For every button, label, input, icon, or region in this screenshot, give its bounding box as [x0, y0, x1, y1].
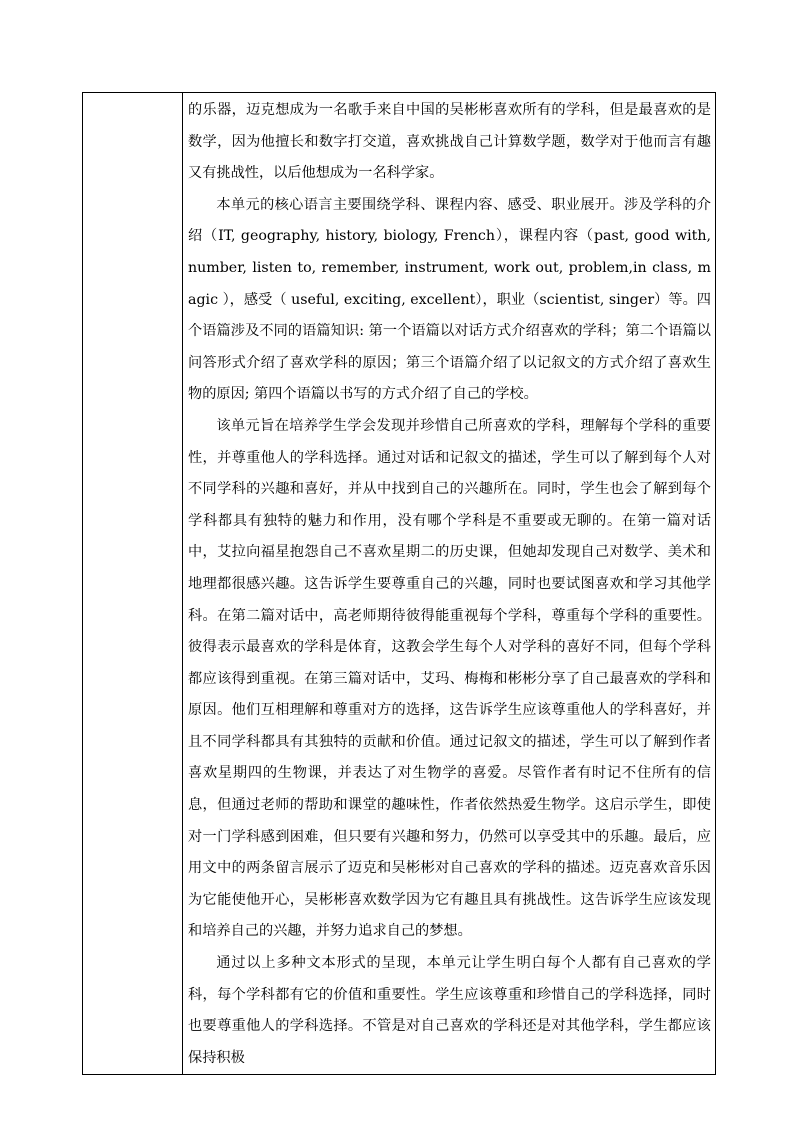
text-content [183, 93, 715, 1074]
paragraph-unit-goals: 该单元旨在培养学生学会发现并珍惜自己所喜欢的学科，理解每个学科的重要性，并尊重他人的学科选择。通过对话和记叙文的描述，学生可以了解到每个人对不同学科的兴趣和喜好，并从中找到自己的兴趣所在。同时，学生也会了解到每个学科都具有独特的魅力和作用，没有哪个学科是不重要或无聊的。在第一篇对话中，艾拉向福星抱怨自己不喜欢星期二的历史课，但她却发现自己对数学、美术和地理都很感兴趣。这告诉学生要尊重自己的兴趣，同时也要试图喜欢和学习其他学科。在第二篇对话中，高老师期待彼得能重视每个学科，尊重每个学科的重要性。彼得表示最喜欢的学科是体育，这教会学生每个人对学科的喜好不同，但每个学科都应该得到重视。在第三篇对话中，艾玛、梅梅和彬彬分享了自己最喜欢的学科和原因。他们互相理解和尊重对方的选择，这告诉学生应该尊重他人的学科喜好，并且不同学科都具有其独特的贡献和价值。通过记叙文的描述，学生可以了解到作者喜欢星期四的生物课，并表达了对生物学的喜爱。尽管作者有时记不住所有的信息，但通过老师的帮助和课堂的趣味性，作者依然热爱生物学。这启示学生，即使对一门学科感到困难，但只要有兴趣和努力，仍然可以享受其中的乐趣。最后，应用文中的两条留言展示了迈克和吴彬彬对自己喜欢的学科的描述。迈克喜欢音乐因为它能使他开心，吴彬彬喜欢数学因为它有趣且具有挑战性。这告诉学生应该发现和培养自己的兴趣，并努力追求自己的梦想。 [188, 417, 711, 940]
paragraph-core-language: 本单元的核心语言主要围绕学科、课程内容、感受、职业展开。涉及学科的介绍（IT, geography, history, biology, French），课程内容（past, good with, number, listen to, remember, instrument, work out, problem,in class, magic ），感受（ useful, exciting, excellent），职业（scientist, singer）等。四个语篇涉及不同的语篇知识: 第一个语篇以对话方式介绍喜欢的学科；第二个语篇以问答形式介绍了喜欢学科的原因；第三个语篇介绍了以记叙文的方式介绍了喜欢生物的原因; 第四个语篇以书写的方式介绍了自己的学校。 [188, 196, 711, 403]
paragraph-continuation: 的乐器，迈克想成为一名歌手来自中国的吴彬彬喜欢所有的学科，但是最喜欢的是数学，因为他擅长和数字打交道，喜欢挑战自己计算数学题，数学对于他而言有趣又有挑战性，以后他想成为一名科学家。 [188, 102, 711, 182]
content-table [82, 92, 716, 1075]
label-cell [83, 93, 183, 1075]
table-row [83, 93, 716, 1075]
text-cell [183, 93, 716, 1075]
paragraph-summary: 通过以上多种文本形式的呈现，本单元让学生明白每个人都有自己喜欢的学科，每个学科都有它的价值和重要性。学生应该尊重和珍惜自己的学科选择，同时也要尊重他人的学科选择。不管是对自己喜欢的学科还是对其他学科，学生都应该保持积极 [188, 955, 711, 1066]
